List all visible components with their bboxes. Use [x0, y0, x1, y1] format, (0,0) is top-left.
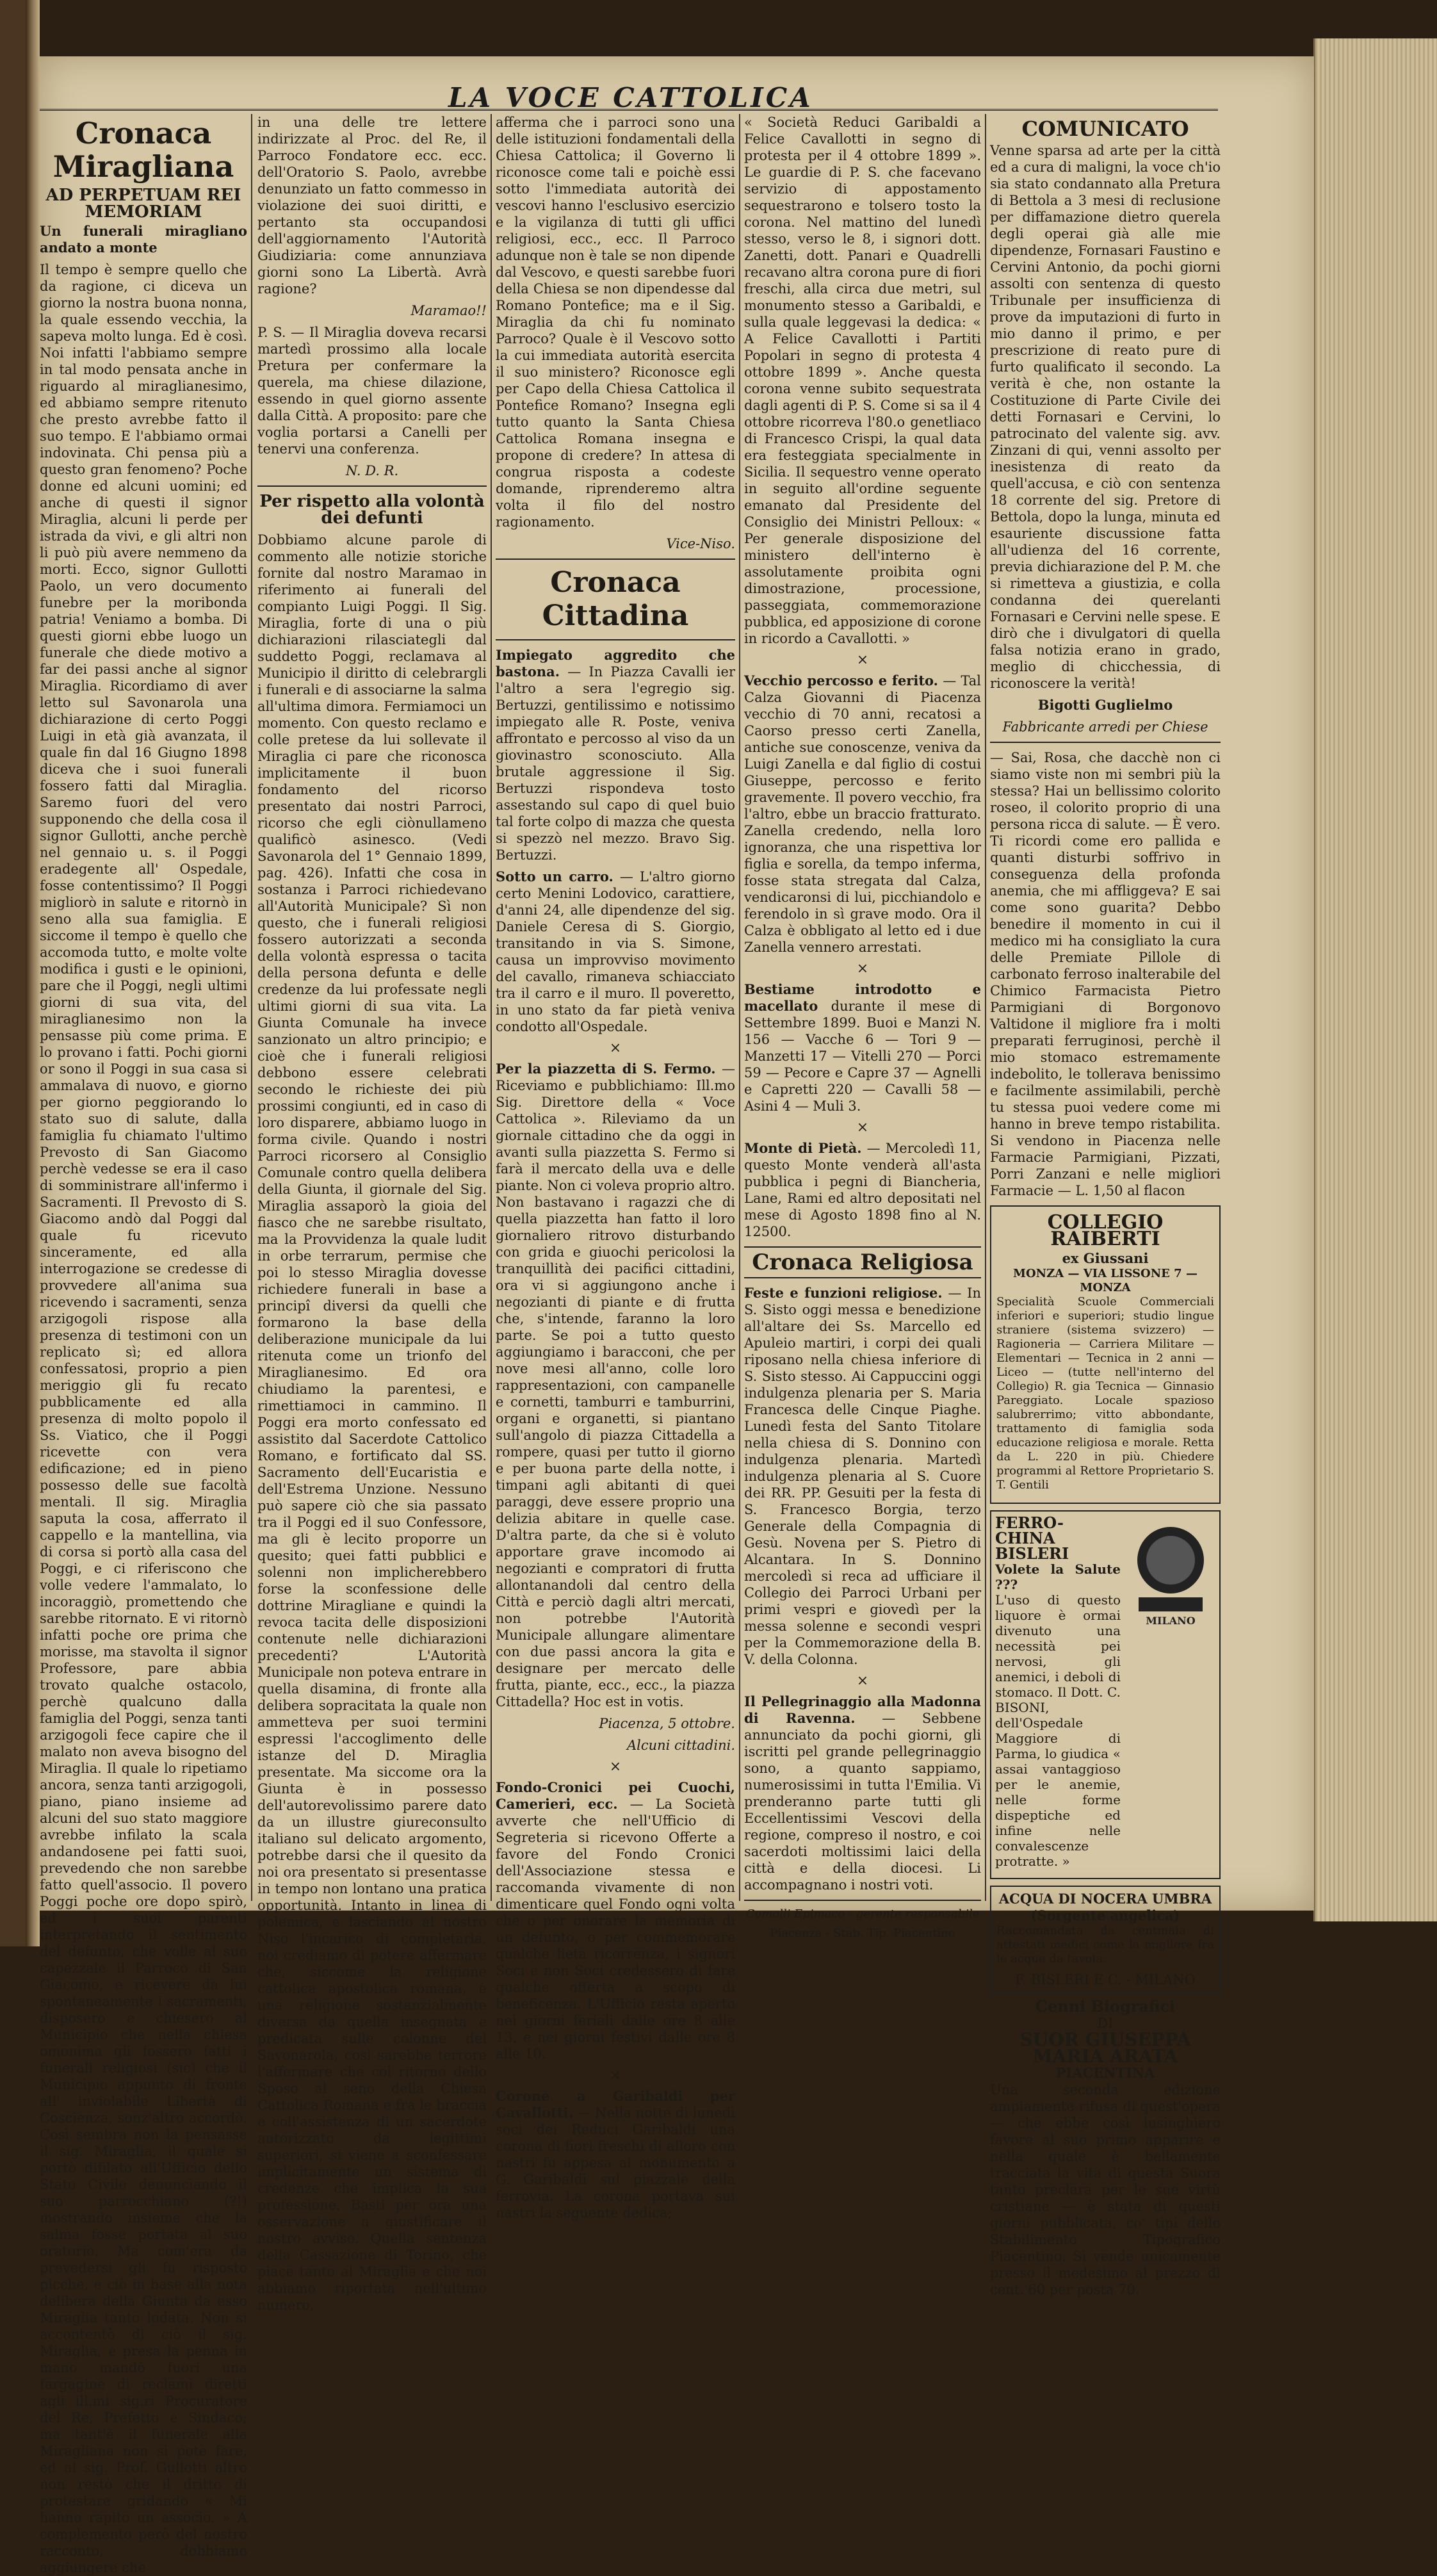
- dateline: Piacenza, 5 ottobre.: [599, 1716, 735, 1731]
- ad-sponsor: F. BISLERI E C. - MILANO: [1015, 1972, 1196, 1987]
- news-heading: Sotto un carro.: [496, 868, 613, 884]
- column-5: [990, 114, 1221, 2297]
- separator-mark: ×: [856, 1673, 869, 1689]
- column-rule: [251, 114, 252, 1901]
- article-body: in una delle tre lettere indirizzate al Proc. del Re, il Parroco Fondatore ecc. ecc. dell'Oratorio S. Paolo, avrebbe denunziato un fatto commesso in violazione dei suoi diritti, e pertanto sta occupandosi dell'aggiornamento l'Autorità Giudiziaria: come annunziava giorni sono La Libertà. Avrà ragione?: [257, 115, 487, 297]
- news-heading: Feste e funzioni religiose.: [744, 1285, 943, 1301]
- separator-mark: ×: [856, 652, 869, 668]
- ad-name: SUOR GIUSEPPA MARIA ARATA: [1019, 2029, 1191, 2067]
- nocera-advertisement: [990, 1886, 1221, 1993]
- column-rule: [985, 114, 986, 1901]
- column-rule: [739, 114, 740, 1901]
- news-heading: Il Pellegrinaggio alla Madonna di Ravenna.: [744, 1693, 981, 1726]
- logo-text: MILANO: [1146, 1615, 1196, 1627]
- article-subtitle: AD PERPETUAM REI MEMORIAM: [45, 186, 241, 222]
- section-title: Cronaca Religiosa: [752, 1250, 973, 1275]
- printer-credit: Comolli Epimaco - gerente responsabile: [745, 1907, 980, 1921]
- signature: N. D. R.: [345, 463, 399, 478]
- notice-body: Venne sparsa ad arte per la città ed a cura di maligni, la voce ch'io sia stato condannato alla Pretura di Bettola a 3 mesi di reclusione per diffamazione dietro querela degli operai già alle mie dipendenze, Fornasari Faustino e Cervini Antonio, da pochi giorni assolti con sentenza di questo Tribunale per insufficienza di prove da imputazioni di furto in mio danno il primo, e per prescrizione di reato pure di furto qualificato il secondo. La verità è che, non ostante la Costituzione di Parte Civile dei detti Fornasari e Cervini, lo patrocinato del valente sig. avv. Zinzani di qui, venni assolto per inesistenza di reato da quell'accusa, e ciò con sentenza 18 corrente del sig. Pretore di Bettola, dopo la lunga, minuta ed esauriente discussione fatta all'udienza del 16 corrente, previa dichiarazione del P. M. che si rimetteva a giustizia, e colla condanna dei querelanti Fornasari e Cervini nelle spese. E dirò che i divulgatori di quella falsa notizia erano in grado, meglio di chicchessia, di riconoscere la verità!: [990, 143, 1221, 691]
- separator-mark: ×: [856, 961, 869, 977]
- ad-title: COLLEGIO RAIBERTI: [1047, 1211, 1164, 1250]
- postscript: P. S. — Il Miraglia doveva recarsi martedì prossimo alla locale Pretura per confermare la querela, ma chiese dilazione, essendo in quel giorno assente dalla Città. A proposito: pare che voglia portarsi a Canelli per tenervi una conferenza.: [257, 325, 487, 457]
- news-body: — Tal Calza Giovanni di Piacenza vecchio di 70 anni, recatosi a Caorso presso certi Zanella, antiche sue conoscenze, veniva da Luigi Zanella e dal figlio di costui Giuseppe, percosso e ferito gravemente. Il povero vecchio, fra l'altro, ebbe un braccio fratturato. Zanella credendo, nella loro ignoranza, che una rispettiva lor figlia e sorella, da tempo inferma, fosse stata stregata dal Calza, vendicaronsi di lui, picchiandolo e ferendolo in sì grave modo. Ora il Calza è obbligato al letto ed i due Zanella vennero arrestati.: [744, 673, 981, 955]
- ad-subtitle: ex Giussani: [1062, 1250, 1149, 1266]
- ad-subtitle: (Sorgente angelica): [1030, 1907, 1180, 1923]
- notice-signature: Bigotti Guglielmo: [1037, 697, 1173, 713]
- ferro-china-logo-icon: [1126, 1515, 1215, 1631]
- column-4: [744, 114, 981, 1940]
- ad-body: Specialità Scuole Commerciali inferiori e superiori; studio lingue straniere (sistema svizzero) — Ragioneria — Carriera Militare — Elementari — Tecnica in 2 anni — Liceo — (tutte nell'interno del Collegio) R. gia Tecnica — Ginnasio Pareggiato. Locale spazioso salubrerrimo; vitto abbondante, trattamento di famiglia soda educazione religiosa e morale. Retta da L. 220 in più. Chiedere programmi al Rettore Proprietario S. T. Gentili: [996, 1295, 1214, 1492]
- divider: [744, 1246, 981, 1248]
- divider: [496, 639, 735, 640]
- notice-signature-role: Fabbricante arredi per Chiese: [1002, 719, 1208, 735]
- ferro-china-advertisement: [990, 1510, 1221, 1879]
- ad-title: ACQUA DI NOCERA UMBRA: [998, 1891, 1212, 1907]
- previous-page-edge: [26, 0, 40, 1946]
- advertisement-body: — Sai, Rosa, che dacchè non ci siamo viste non mi sembri più la stessa? Hai un bellissimo colorito roseo, il colorito proprio di una persona ricca di salute. — È vero. Ti ricordi come ero pallida e quanti disturbi soffrivo in conseguenza della profonda anemia, che mi affliggeva? E sai come sono guarita? Debbo benedire il momento in cui il medico mi ha consigliato la cura delle Premiate Pillole di carbonato ferroso inalterabile del Chimico Farmacista Pietro Parmigiani di Borgonovo Valtidone il migliore fra i molti preparati ferruginosi, perchè il mio stomaco estremamente indebolito, le tollerava benissimo e facilmente assimilabili, perchè tu stessa puoi vedere come mi hanno in breve tempo ristabilita. Si vendono in Piacenza nelle Farmacie Parmigiani, Pizzati, Porri Zanzani e nelle migliori Farmacie — L. 1,50 al flacon: [990, 750, 1221, 1198]
- ad-title: Cenni Biografici: [1035, 1997, 1176, 2016]
- separator-mark: ×: [856, 1120, 869, 1136]
- ad-slogan: Volete la Salute ???: [995, 1561, 1121, 1592]
- column-1: [40, 114, 247, 2575]
- article-body: Il tempo è sempre quello che da ragione, ci diceva un giorno la nostra buona nonna, la quale essendo vecchia, la sapeva molto lunga. Ed è così. Noi infatti l'abbiamo sempre in tal modo pensata anche in riguardo al miraglianesimo, ed abbiamo sempre ritenuto che presto avrebbe fatto il suo tempo. E l'abbiamo ormai indovinata. Chi pensa più a questo gran fenomeno? Poche donne ed alcuni uomini; ed anche di questi il signor Miraglia, alcuni li perde per istrada da vivi, e gli altri non li può più avere nemmeno da morti. Ecco, signor Gullotti Paolo, un vero documento funebre per la moribonda patria! Veniamo a bomba. Di questi giorni ebbe luogo un funerale che diede motivo a far dei passi anche al signor Miraglia. Ricordiamo di aver letto sul Savonarola una dichiarazione di certo Poggi Luigi in età già avanzata, il quale fin dal 16 Giugno 1898 diceva che i suoi funerali fossero fatti dal Miraglia. Saremo fuori del vero supponendo che della cosa il signor Gullotti, anche perchè nel gennaio u. s. il Poggi eradegente all' Ospedale, fosse contentissimo? Il Poggi migliorò in salute e ritornò in seno alla sua famiglia. E siccome il tempo è quello che accomoda tutto, e molte volte modifica i gusti e le opinioni, pare che il Poggi, negli ultimi giorni di sua vita, del miraglianesimo non la pensasse più come prima. E lo provano i fatti. Pochi giorni or sono il Poggi in sua casa si ammalava di nuovo, e giorno per giorno peggiorando lo stato suo di salute, dalla famiglia fu chiamato l'ultimo Prevosto di San Giacomo perchè vedesse se era il caso di somministrare all'infermo i Sacramenti. Il Prevosto di S. Giacomo andò dal Poggi dal quale fu ricevuto sinceramente, ed alla interrogazione se credesse di provvedere all'anima sua ricevendo i sacramenti, senza arzigogoli rispose alla presenza di testimoni con un replicato sì; ed allora confessatosi, proprio a pien meriggio gli fu recato pubblicamente ed alla presenza di molto popolo il Ss. Viatico, che il Poggi ricevette con vera edificazione; ed in pieno possesso delle sue facoltà mentali. Il sig. Miraglia saputa la cosa, afferrato il cappello e la mantellina, via di corsa si portò alla casa del Poggi, e ci riferiscono che volle vedere l'ammalato, lo incoraggiò, promettendo che sarebbe ritornato. E vi ritornò infatti poche ore prima che morisse, ma stavolta il signor Professore, pare abbia trovato qualche ostacolo, perchè qualcuno dalla famiglia del Poggi, senza tanti arzigogoli fece capire che il malato non aveva bisogno del Miraglia. Il quale lo ripetiamo ancora, senza tanti arzigogoli, piano, piano insieme ad alcuni del suo stato maggiore avrebbe infilato la scala andandosene pei fatti suoi, prevedendo che non sarebbe fatto quell'associo. Il povero Poggi poche ore dopo spirò, ed i suoi parenti interpretando il sentimento del defunto, che volle al suo capezzale il Parroco di San Giacomo, e ricevere da lui spontaneamente i sacramenti, disposero e chiesero al Municipio che nella chiesa omonima gli fossero fatti i funerali religiosi (sic) che il Municipio appunto di fronte all' inviolabile Libertà di Coscienza, sonz'altro accordò. Così sembra non la pensasse il sig. Miraglia, il quale si portò difilato all'Ufficio dello Stato Civile denunciando il suo parrocchiano (?!) mostrando insieme che la salma fosse portata al suo oratorio. Ma com'era da prevedersi gli fu risposto picche, e ciò in base alla nota delibera della Giunta da esso Miraglia tanto lodata. Non si accontentò di ciò il sig. Miraglia, e presa la penna in mano mandò fuori una fargagine di reclami diretti agli ill.mi sig.ri Procuratore del Re, Prefetto e Sindaco; ma tant'è il funerale alla Miragliana non si potè fare, ed al sig. Prof. Gullotti altro non restò che il dritto di protestare gridando « Mi hanno rapito un associo. » A complemento però del nostro racconto, dobbiamo aggiungere che: [40, 262, 247, 2575]
- book-advertisement: [990, 1998, 1221, 2298]
- college-advertisement: [990, 1205, 1221, 1504]
- column-2: [257, 114, 487, 2313]
- news-body: durante il mese di Settembre 1899. Buoi e Manzi N. 156 — Vacche 6 — Tori 9 — Manzetti 17 — Vitelli 270 — Porci 59 — Pecore e Capre 37 — Agnelli e Capretti 220 — Cavalli 58 — Asini 4 — Muli 3.: [744, 999, 981, 1114]
- news-heading: Impiegato aggredito che bastona.: [496, 647, 735, 680]
- news-body: — In Piazza Cavalli ier l'altro a sera l'egregio sig. Bertuzzi, gentilissimo e notissimo impiegato alle R. Poste, veniva affrontato e percosso al viso da un giovinastro sconosciuto. Alla brutale aggressione il Sig. Bertuzzi rispondeva tosto assestando sul capo di quel buio tal forte colpo di mazza che questa si spezzò nel mezzo. Bravo Sig. Bertuzzi.: [496, 664, 735, 863]
- ad-address: MONZA — VIA LISSONE 7 — MONZA: [1013, 1267, 1198, 1294]
- signature: Alcuni cittadini.: [626, 1738, 735, 1753]
- column-rule: [491, 114, 492, 1901]
- divider: [744, 1277, 981, 1278]
- ad-place: PIACENTINA: [1055, 2065, 1155, 2081]
- separator-mark: ×: [609, 1759, 622, 1775]
- section-title: Cronaca Cittadina: [542, 566, 689, 632]
- divider: [990, 742, 1221, 743]
- page-stack-edge: [1313, 38, 1437, 1921]
- article-lead: Un funerali miragliano andato a monte: [40, 223, 247, 256]
- printer-credit: Piacenza - Stab. Tip. Piacentino: [770, 1927, 955, 1940]
- news-body: — L'altro giorno certo Menini Lodovico, carattiere, d'anni 24, alle dipendenze del sig. Daniele Ceresa di S. Giorgio, transitando in via S. Simone, causa un improvviso movimento del cavallo, rimaneva schiacciato tra il carro e il muro. Il poveretto, in uno stato da far pietà veniva condotto all'Ospedale.: [496, 869, 735, 1034]
- column-3: [496, 114, 735, 2221]
- article-body: afferma che i parroci sono una delle istituzioni fondamentali della Chiesa Cattolica; il Governo li riconosce come tali e poichè essi sotto l'immediata autorità dei vescovi hanno l'esclusivo esercizio e la vigilanza di tutti gli uffici religiosi, ecc., ecc. Il Parroco adunque non è tale se non dipende dal Vescovo, e questi sarebbe fuori della Chiesa se non dipendesse dal Romano Pontefice; ma e il Sig. Miraglia da chi fu nominato Parroco? Quale è il Vescovo sotto la cui immediata autorità esercita il suo ministero? Riconosce egli per Capo della Chiesa Cattolica il Pontefice Romano? Insegna egli tutto quanto la Santa Chiesa Cattolica Romana insegna e propone di credere? In attesa di congrua risposta a codeste domande, riprenderemo altra volta il filo del nostro ragionamento.: [496, 115, 735, 530]
- ad-body: Una seconda edizione ampiamente rifusa di quest'opera — che ebbe così lusinghiero favore al suo primo apparire e nella quale è bellamente tracciata la vita di questa Suora tanto preclara per le sue virtù cristiane — è stata di questi giorni pubblicata, co' tipi dello Stabilimento Tipografico Piacentino. Si vende unicamente presso il medesimo al prezzo di cent. 60 per posta 70.: [990, 2082, 1221, 2297]
- news-heading: Fondo-Cronici pei Cuochi, Camerieri, ecc.: [496, 1779, 735, 1812]
- ad-preposition: DI: [1097, 2016, 1114, 2031]
- news-heading: Per la piazzetta di S. Fermo.: [496, 1061, 716, 1077]
- signature: Vice-Niso.: [666, 536, 735, 551]
- article-title: Cronaca Miragliana: [53, 116, 234, 184]
- signature: Maramao!!: [410, 303, 487, 318]
- news-heading: Bestiame introdotto e macellato: [744, 981, 981, 1014]
- news-body: — Sebbene annunciato da pochi giorni, gli iscritti pel grande pellegrinaggio sono, a quanto sappiamo, numerosissimi in tutta l'Emilia. Vi prenderanno parte tutti gli Eccellentissimi Vescovi della regione, compreso il nostro, e coi sacerdoti moltissimi laici della città e della diocesi. Li accompagnano i nostri voti.: [744, 1711, 981, 1893]
- news-body: — Nella notte di lunedì soci dei Reduci Garibaldi una corona di fiori freschi di alloro con nastri fu appesa al monumento a G. Garibaldi sul piazzale della ferrovia. La corona portava sui nastri la seguente dedica;: [496, 2105, 735, 2221]
- separator-mark: ×: [609, 1040, 622, 1056]
- divider: [257, 485, 487, 487]
- ad-body: L'uso di questo liquore è ormai divenuto una necessità pei nervosi, gli anemici, i deboli di stomaco. Il Dott. C. BISONI, dell'Ospedale Maggiore di Parma, lo giudica « assai vantaggioso per le anemie, nelle forme dispeptiche ed infine nelle convalescenze protratte. »: [995, 1592, 1121, 1869]
- separator-mark: ×: [609, 2067, 622, 2083]
- article-title: Per rispetto alla volontà dei defunti: [259, 492, 485, 528]
- notice-title: COMUNICATO: [1021, 117, 1189, 141]
- divider: [744, 1900, 981, 1901]
- news-body: — In S. Sisto oggi messa e benedizione all'altare dei Ss. Marcello ed Apuleio martiri, i corpi dei quali riposano nella chiesa inferiore di S. Sisto stesso. Ai Cappuccini oggi indulgenza plenaria per S. Maria Francesca delle Cinque Piaghe. Lunedì festa del Santo Titolare nella chiesa di S. Donnino con indulgenza plenaria. Martedì indulgenza plenaria al S. Cuore dei RR. PP. Gesuiti per la festa di S. Francesco Borgia, terzo Generale della Compagnia di Gesù. Novena per S. Pietro di Alcantara. In S. Donnino mercoledì si reca ad ufficiare il Collegio dei Parroci Urbani per primi vespri e giovedì per la messa solenne e secondi vespri per la Commemorazione della B. V. della Colonna.: [744, 1285, 981, 1667]
- article-body: Dobbiamo alcune parole di commento alle notizie storiche fornite dal nostro Maramao in riferimento ai funerali del compianto Luigi Poggi. Il Sig. Miraglia, forte di una o più dichiarazioni rilasciategli dal suddetto Poggi, reclamava al Municipio il diritto di celebrargli i funerali e di associarne la salma all'ultima dimora. Fermiamoci un momento. Con questo reclamo e colle pretese da lui sollevate il Miraglia ci pare che riconosca implicitamente il buon fondamento del ricorso presentato dai nostri Parroci, ricorso che egli ciònullameno qualificò asinesco. (Vedi Savonarola del 1° Gennaio 1899, pag. 426). Infatti che cosa in sostanza i Parroci richiedevano all'Autorità Municipale? Sì non questo, che i funerali religiosi fossero autorizzati a seconda della volontà espressa o tacita della persona defunta e delle credenze da lui professate negli ultimi giorni di sua vita. La Giunta Comunale ha invece sanzionato un altro principio; e cioè che i funerali religiosi debbono essere celebrati secondo le richieste dei più prossimi congiunti, ed in caso di loro disparere, abbiamo luogo in forma civile. Quando i nostri Parroci ricorsero al Consiglio Comunale contro quella delibera della Giunta, il giornale del Sig. Miraglia assaporò la gioia del fiasco che ne sarebbe risultato, ma la Provvidenza la quale ludit in orbe terrarum, permise che poi lo stesso Miraglia dovesse richiedere funerali in base a principî diversi da quelli che formarono la base della deliberazione municipale da lui ritenuta come un trionfo del Miraglianesimo. Ed ora chiudiamo la parentesi, e rimettiamoci in cammino. Il Poggi era morto confessato ed assistito dal Sacerdote Cattolico Romano, e fortificato dal SS. Sacramento dell'Eucaristia e dell'Estrema Unzione. Nessuno può sapere ciò che sia passato tra il Poggi ed il suo Confessore, ma gli è lecito proporre un quesito; quei fatti pubblici e solenni non implicherebbero forse la sconfessione delle dottrine Miragliane e quindi la revoca tacita delle disposizioni contenute nelle dichiarazioni precedenti? L'Autorità Municipale non poteva entrare in quella disamina, di fronte alla delibera sopracitata la quale non ammetteva per suoi termini espressi l'accoglimento delle istanze del D. Miraglia presentate. Ma siccome ora la Giunta è in possesso dell'autorevolissimo parere dato da un illustre giureconsulto italiano sul delicato argomento, potrebbe darsi che il quesito da noi ora presentato si presentasse in tempo non lontano una pratica opportunità. Intanto in linea di polemica, e lasciando al nostro Niso l'incarico di completarla, noi crediamo di potere affermare che, siccome la religione cattolica apostolica romana, è una religione sostanzialmente diversa da quella insegnata e predicata sulle colonne del Savonarola, così sarebbe terrore l'affermare che col ritorno dello Sposo al seno della Chiesa Cattolica Romana e fra le braccia e coll'assistenza di un sacerdote autorizzato da legittimi superiori, si viene a sconfessare implicitamente un sistema di credenze che implica la sua professione. Basti per ora una osservazione a giustificare il nostro avviso. Quella sentenza della Cassazione di Torino, che piace tanto al Miraglia e che noi abbiamo riportata nell'ultimo numero,: [257, 532, 487, 2313]
- news-heading: Monte di Pietà.: [744, 1140, 862, 1156]
- news-body: — La Società avverte che nell'Ufficio di Segreteria si ricevono Offerte a favore del Fondo Cronici dell'Associazione stessa e raccomanda vivamente di non dimenticare quel Fondo ogni volta che o per onorare la memoria di un defunto, o per commemorare qualche lieta ricorrenza, i signori Soci e non Soci credessero di fare qualche offerta a scopo di beneficenza. L'Ufficio resta aperto nei giorni feriali dalle ore 8 alle 13, e nei giorni festivi dalle ore 8 alle 10.: [496, 1797, 735, 2062]
- ad-body: Raccomandata da centinaia di attestati medici come la migliore fra le acque da tavola.: [996, 1924, 1214, 1966]
- news-heading: Vecchio percosso e ferito.: [744, 673, 938, 689]
- masthead: LA VOCE CATTOLICA: [448, 82, 813, 113]
- news-heading: Corone a Garibaldi per Cavallotti.: [496, 2088, 735, 2121]
- news-body: — Mercoledì 11, questo Monte venderà all'asta pubblica i pegni di Biancheria, Lane, Rami ed altro depositati nel mese di Agosto 1898 fino al N. 12500.: [744, 1141, 981, 1239]
- news-body: — Riceviamo e pubblichiamo: Ill.mo Sig. Direttore della « Voce Cattolica ». Rileviamo da un giornale cittadino che da oggi in avanti sulla piazzetta S. Fermo si farà il mercato della uva e delle piante. Non ci voleva proprio altro. Non bastavano i ragazzi che di quella piazzetta han fatto il loro giornaliero ritrovo disturbando con grida e giuochi pericolosi la tranquillità dei pacifici cittadini, ora vi si aggiungono anche i negozianti di piante e di frutta che, s'intende, faranno la loro parte. Se poi a tutto questo aggiungiamo i baracconi, che per nove mesi all'anno, colle loro rappresentazioni, con campanelle e cornetti, tamburri e tamburrini, organi e organetti, si piantano sull'angolo di piazza Cittadella a rompere, quasi per tutto il giorno e per buona parte della notte, i timpani agli abitanti di quei paraggi, deve essere proprio una delizia abitare in quelle case. D'altra parte, da che si è voluto apportare grave incomodo ai negozianti e compratori di frutta allontanandoli dal centro della Città e perciò dagli altri mercati, non potrebbe l'Autorità Municipale allungare alimentare con due passi ancora la gita e designare per mercato delle frutta, piante, ecc., ecc., la piazza Cittadella? Hoc est in votis.: [496, 1061, 735, 1709]
- divider: [496, 558, 735, 560]
- ad-title: FERRO-CHINA BISLERI: [995, 1513, 1069, 1563]
- article-body: « Società Reduci Garibaldi a Felice Cavallotti in segno di protesta per il 4 ottobre 1899 ». Le guardie di P. S. che facevano servizio di appostamento sequestrarono e tolsero tosto la corona. Nel mattino del lunedì stesso, verso le 8, i signori dott. Zanetti, dott. Panari e Quadrelli recavano altra corona pure di fiori freschi, alla circa due metri, sul monumento stesso a Garibaldi, e sulla quale leggevasi la dedica: « A Felice Cavallotti i Partiti Popolari in segno di protesta 4 ottobre 1899 ». Anche questa corona venne subito sequestrata dagli agenti di P. S. Come si sa il 4 ottobre ricorreva l'80.o genetliaco di Francesco Crispi, la qual data era festeggiata specialmente in Sicilia. Il sequestro venne operato in seguito all'ordine seguente emanato dal Presidente del Consiglio dei Ministri Pelloux: « Per generale disposizione del ministero dell'interno è assolutamente proibita ogni dimostrazione, processione, passeggiata, commemorazione pubblica, ed apposizione di corone in ricordo a Cavallotti. »: [744, 115, 981, 646]
